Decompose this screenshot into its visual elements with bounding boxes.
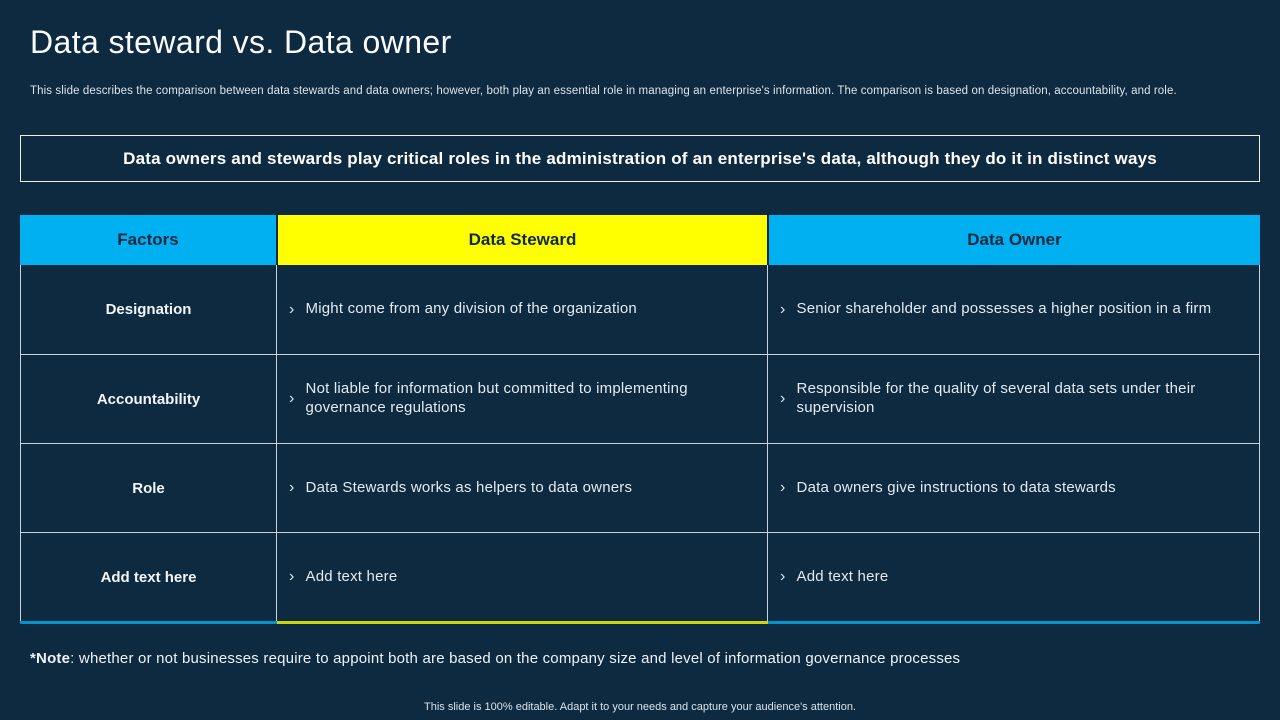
- accent-strip-yellow: [277, 621, 768, 624]
- owner-cell-text: Responsible for the quality of several data sets under their supervision: [796, 380, 1196, 416]
- page-title: Data steward vs. Data owner: [30, 24, 452, 60]
- owner-cell: [768, 355, 1259, 443]
- table-header-row: [20, 215, 1260, 265]
- owner-cell: [768, 444, 1259, 532]
- chevron-bullet-icon: ›: [780, 479, 786, 496]
- chevron-bullet-icon: ›: [780, 390, 786, 407]
- table-row-placeholder: [21, 532, 1259, 621]
- table-row-accountability: [21, 354, 1259, 443]
- footnote-text: : whether or not businesses require to appoint both are based on the company size and level of information governance processes: [70, 650, 961, 667]
- column-header-factors: Factors: [20, 215, 276, 265]
- key-message-banner: [20, 135, 1260, 182]
- slide-footer-note: This slide is 100% editable. Adapt it to your needs and capture your audience's attention.: [424, 701, 856, 713]
- owner-cell-text: Data owners give instructions to data stewards: [796, 478, 1116, 496]
- slide-description: This slide describes the comparison between data stewards and data owners; however, both play an essential role in managing an enterprise's information. The comparison is based on designation, accountability, and role.: [30, 85, 1177, 97]
- steward-cell-text: Not liable for information but committed to implementing governance regulations: [305, 380, 688, 416]
- steward-cell: [277, 355, 768, 443]
- owner-placeholder-text: Add text here: [796, 567, 889, 585]
- owner-cell-text: Senior shareholder and possesses a higher position in a firm: [796, 300, 1212, 318]
- factor-label-placeholder[interactable]: Add text here: [21, 533, 277, 621]
- table-row-role: [21, 443, 1259, 532]
- steward-cell: [277, 444, 768, 532]
- steward-placeholder-text: Add text here: [305, 567, 398, 585]
- table-body: [20, 265, 1260, 621]
- chevron-bullet-icon: ›: [289, 568, 295, 585]
- footnote-label: *Note: [30, 650, 71, 667]
- factor-label: Designation: [21, 265, 277, 354]
- table-bottom-accent-border: [20, 621, 1260, 624]
- comparison-table: [20, 215, 1260, 624]
- owner-cell: [768, 265, 1259, 354]
- key-message-text: Data owners and stewards play critical roles in the administration of an enterprise's data, although they do it in distinct ways: [123, 148, 1157, 168]
- chevron-bullet-icon: ›: [780, 300, 786, 318]
- chevron-bullet-icon: ›: [289, 390, 295, 407]
- table-row-designation: [21, 265, 1259, 354]
- accent-strip-cyan: [768, 621, 1260, 624]
- accent-strip-cyan: [20, 621, 277, 624]
- steward-cell: [277, 265, 768, 354]
- column-header-data-steward: Data Steward: [278, 215, 767, 265]
- footnote: [30, 650, 1250, 667]
- factor-label: Accountability: [21, 355, 277, 443]
- steward-cell-text: Data Stewards works as helpers to data owners: [305, 478, 633, 496]
- steward-cell-placeholder[interactable]: [277, 533, 768, 621]
- column-header-data-owner: Data Owner: [769, 215, 1260, 265]
- chevron-bullet-icon: ›: [289, 479, 295, 496]
- chevron-bullet-icon: ›: [289, 300, 295, 318]
- steward-cell-text: Might come from any division of the organization: [305, 300, 637, 318]
- owner-cell-placeholder[interactable]: [768, 533, 1259, 621]
- chevron-bullet-icon: ›: [780, 568, 786, 585]
- factor-label: Role: [21, 444, 277, 532]
